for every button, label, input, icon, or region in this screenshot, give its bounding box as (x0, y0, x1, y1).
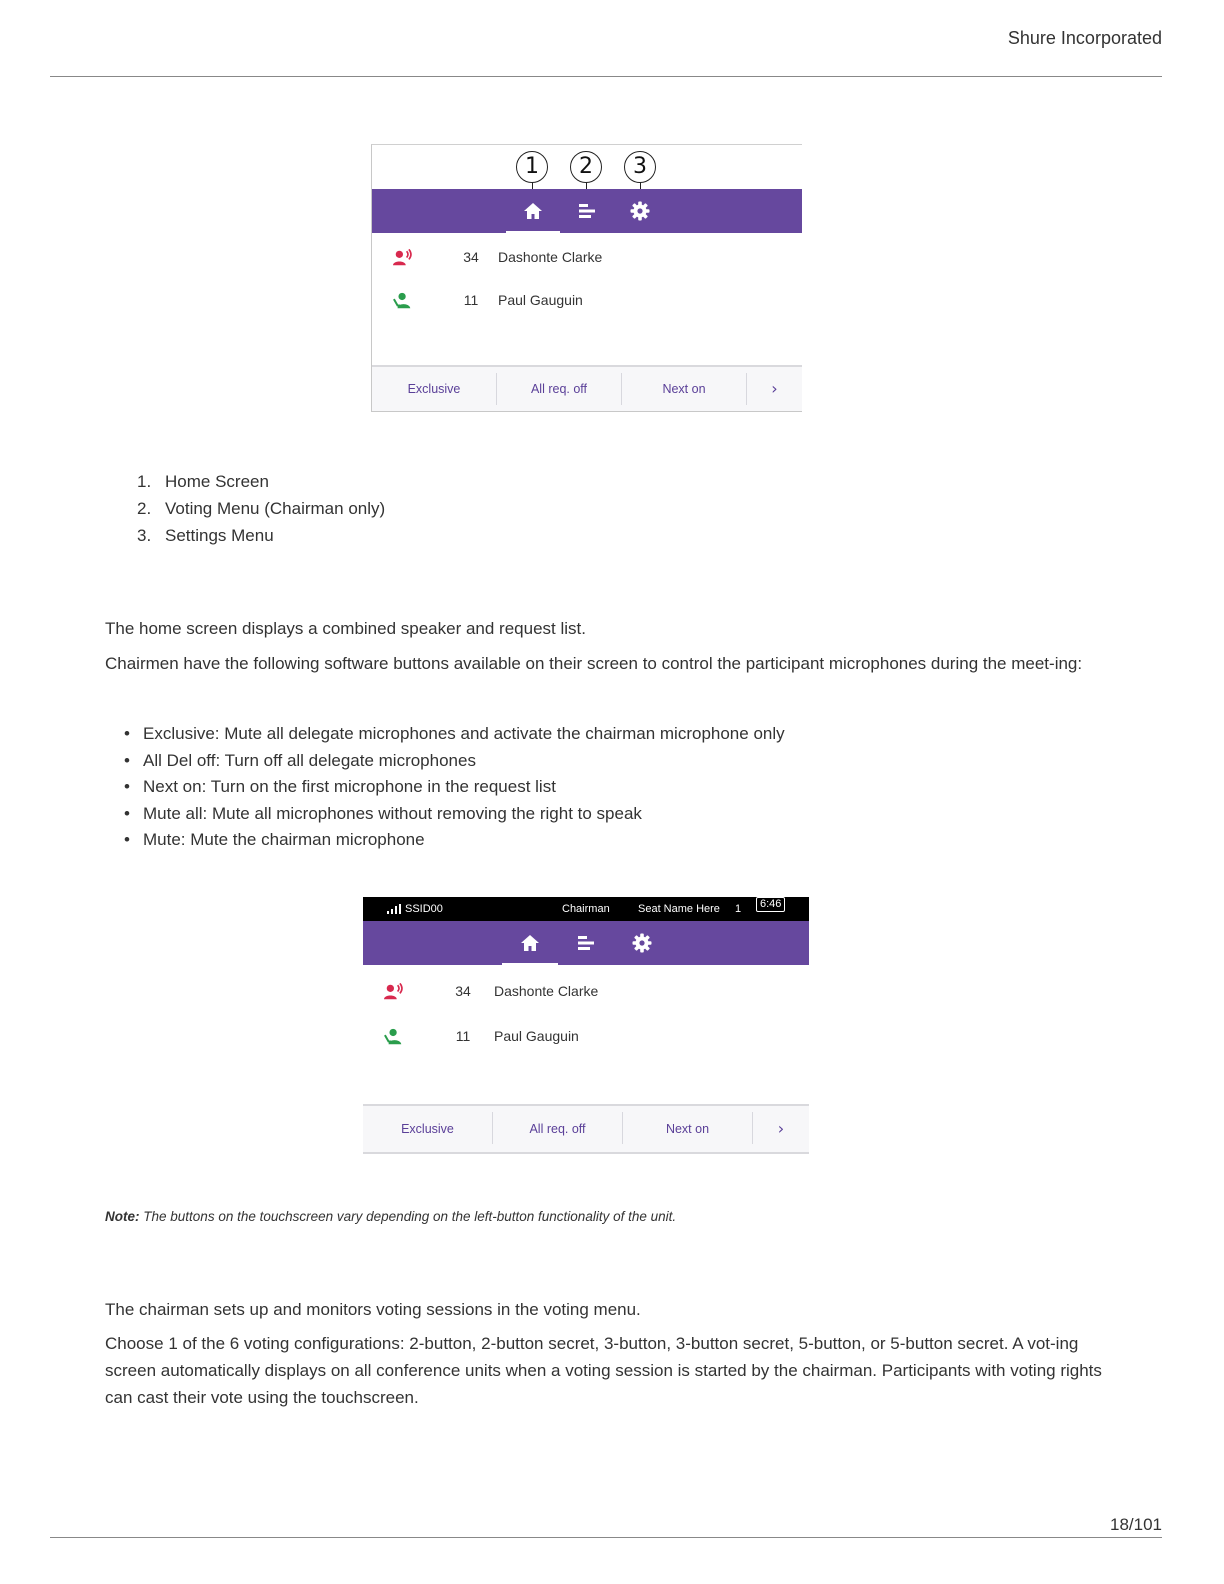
speaking-icon (383, 982, 405, 1002)
exclusive-button[interactable]: Exclusive (401, 1122, 454, 1136)
active-tab-indicator (502, 963, 558, 965)
note (105, 1209, 676, 1224)
list-item: • Next on: Turn on the first microphone in the request list (105, 774, 785, 801)
list-item[interactable] (363, 977, 809, 1007)
list-number: 1. (137, 472, 152, 491)
note-label: Note: (105, 1209, 140, 1224)
list-text: Voting Menu (Chairman only) (165, 499, 386, 518)
list-item (105, 468, 385, 495)
list-item: • Mute: Mute the chairman microphone (105, 827, 785, 854)
list-text: Home Screen (165, 472, 269, 491)
status-bar (363, 897, 809, 921)
exclusive-button[interactable]: Exclusive (407, 382, 461, 396)
list-text: Settings Menu (165, 526, 274, 545)
callout-3: 3 (624, 151, 656, 183)
home-icon[interactable] (521, 199, 545, 223)
header-rule (50, 76, 1162, 77)
seat-number: 11 (463, 292, 479, 308)
all-req-off-button[interactable]: All req. off (530, 382, 588, 396)
paragraph-voting-configurations: Choose 1 of the 6 voting configurations: 2-button, 2-button secret, 3-button, 3-button secret, 5-button, or 5-button secret. A vot-ing screen automatically displays on all conference units when a voting session is started by the chairman. Participants with voting rights can cast their vote using the touchscreen. (105, 1334, 1102, 1407)
more-chevron-icon[interactable]: › (771, 379, 778, 398)
list-item: • All Del off: Turn off all delegate microphones (105, 748, 785, 775)
participant-name: Dashonte Clarke (494, 983, 599, 999)
speaking-icon (392, 248, 414, 268)
next-on-button[interactable]: Next on (665, 1122, 710, 1136)
footer-rule (50, 1537, 1162, 1538)
request-icon (383, 1027, 405, 1047)
home-icon[interactable] (518, 931, 542, 955)
voting-icon[interactable] (575, 199, 599, 223)
signal-icon (387, 904, 401, 914)
softkey-bar (372, 365, 802, 411)
active-tab-indicator (506, 231, 560, 233)
seat-number: 34 (455, 983, 471, 999)
callout-1: 1 (516, 151, 548, 183)
button-description-list (105, 721, 785, 854)
role-label: Chairman (562, 903, 610, 915)
next-on-button[interactable]: Next on (662, 382, 706, 396)
request-icon (392, 291, 414, 311)
list-item: • Mute all: Mute all microphones without removing the right to speak (105, 801, 785, 828)
seat-number: 11 (455, 1028, 471, 1044)
settings-icon[interactable] (630, 931, 654, 955)
voting-icon[interactable] (574, 931, 598, 955)
ssid-label: SSID00 (405, 903, 443, 915)
clock-label: 6:46 (756, 897, 785, 912)
paragraph-chairmen-buttons: Chairmen have the following software buttons available on their screen to control the participant microphones during the meet-ing: (105, 654, 1083, 673)
figure-legend-list (105, 468, 385, 549)
list-item: • Exclusive: Mute all delegate microphones and activate the chairman microphone only (105, 721, 785, 748)
callout-markers (372, 145, 802, 189)
header-company-name: Shure Incorporated (1007, 28, 1162, 48)
paragraph-voting-menu: The chairman sets up and monitors voting sessions in the voting menu. (105, 1300, 641, 1319)
seat-number-label: 1 (735, 903, 742, 915)
page-number: 18/101 (1110, 1515, 1162, 1534)
callout-2: 2 (570, 151, 602, 183)
list-number: 3. (137, 526, 152, 545)
softkey-bar (363, 1104, 809, 1154)
figure-home-screen-full (363, 897, 809, 1154)
paragraph-home-screen: The home screen displays a combined speaker and request list. (105, 619, 586, 638)
nav-bar (363, 921, 809, 965)
nav-bar (372, 189, 802, 233)
figure-home-screen-annotated (371, 144, 802, 412)
participant-name: Dashonte Clarke (498, 249, 603, 265)
list-item[interactable] (372, 286, 802, 316)
list-item (105, 495, 385, 522)
participant-name: Paul Gauguin (494, 1028, 579, 1044)
list-item[interactable] (363, 1022, 809, 1052)
seat-name-label: Seat Name Here (638, 903, 720, 915)
all-req-off-button[interactable]: All req. off (529, 1122, 586, 1136)
note-text: The buttons on the touchscreen vary depending on the left-button functionality of the unit. (143, 1209, 677, 1224)
seat-number: 34 (463, 249, 479, 265)
more-chevron-icon[interactable]: › (777, 1119, 785, 1138)
list-item (105, 522, 385, 549)
list-number: 2. (137, 499, 152, 518)
settings-icon[interactable] (628, 199, 652, 223)
list-item[interactable] (372, 243, 802, 273)
participant-name: Paul Gauguin (498, 292, 583, 308)
